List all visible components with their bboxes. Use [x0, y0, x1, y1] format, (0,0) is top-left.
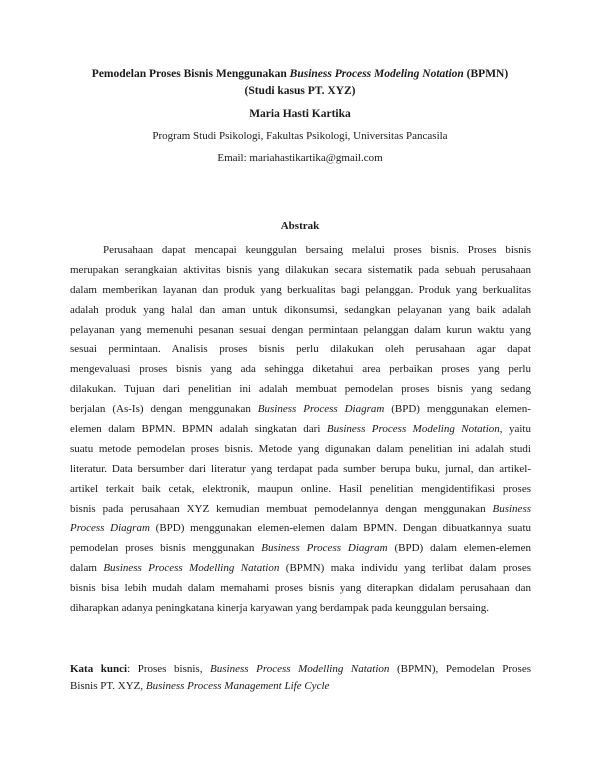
abstract-line: sesuai permintaan. Analisis proses bisnis perlu dilakukan oleh perusahaan agar dapat [70, 343, 531, 356]
abstract-line: artikel terkait baik cetak, elektronik, maupun online. Hasil penelitian mengidentifikasi proses [70, 482, 531, 495]
abstract-line: dilakukan. Tujuan dari penelitian ini adalah membuat pemodelan proses bisnis yang sedang [70, 383, 531, 396]
abstract-line: pemodelan proses bisnis menggunakan Business Process Diagram (BPD) dalam elemen-elemen [70, 542, 531, 555]
abstract-line: Process Diagram (BPD) menggunakan elemen-elemen dalam BPMN. Dengan dibuatkannya suatu [70, 522, 531, 535]
keywords-line-1: Kata kunci: Proses bisnis, Business Process Modelling Natation (BPMN), Pemodelan Proses [70, 663, 531, 675]
abstract-line: merupakan serangkaian aktivitas bisnis yang dilakukan secara sistematik pada sebuah perusahaan [70, 263, 531, 276]
abstract-line: berjalan (As-Is) dengan menggunakan Business Process Diagram (BPD) menggunakan elemen- [70, 403, 531, 416]
keywords-block [70, 661, 531, 694]
keywords-line-2: Bisnis PT. XYZ, Business Process Management Life Cycle [70, 679, 330, 692]
keywords-label: Kata kunci [70, 663, 128, 675]
author-name: Maria Hasti Kartika [249, 108, 351, 120]
abstract-line: suatu metode pemodelan proses bisnis. Metode yang digunakan dalam penelitian ini adalah studi [70, 442, 531, 455]
abstract-line: bisnis bisa lebih mudah dalam memahami proses bisnis yang diterapkan didalam perusahaan dan [70, 582, 531, 595]
abstract-line: Perusahaan dapat mencapai keunggulan bersaing melalui proses bisnis. Proses bisnis [103, 244, 531, 256]
abstract-line: dalam Business Process Modelling Natation (BPMN) maka individu yang terlibat dalam proses [70, 562, 531, 575]
abstract-heading: Abstrak [280, 220, 320, 232]
author-affiliation: Program Studi Psikologi, Fakultas Psikologi, Universitas Pancasila [152, 130, 448, 142]
abstract-line: mengevaluasi proses bisnis yang ada sehingga diketahui area perbaikan proses yang perlu [70, 363, 531, 376]
paper-title-line-1 [60, 66, 540, 83]
abstract-line: literatur. Data bersumber dari literatur yang terdapat pada sumber berupa buku, jurnal, dan artikel- [70, 462, 531, 475]
title-prefix: Pemodelan Proses Bisnis Menggunakan [91, 68, 290, 80]
title-suffix: (BPMN) [463, 68, 509, 80]
title-italic: Business Process Modeling Notation [289, 68, 464, 80]
abstract-line: diharapkan adanya peningkatana kinerja karyawan yang berdampak pada keunggulan bersaing. [70, 602, 490, 615]
abstract-line: elemen dalam BPMN. BPMN adalah singkatan dari Business Process Modeling Notation, yaitu [70, 423, 531, 436]
abstract-line: dalam memberikan layanan dan produk yang berkualitas bagi pelanggan. Produk yang berkualitas [70, 283, 531, 296]
author-email: Email: mariahastikartika@gmail.com [217, 152, 383, 164]
abstract-line: adalah produk yang halal dan aman untuk dikonsumsi, sedangkan pelayanan yang baik adalah [70, 303, 531, 316]
abstract-body [70, 241, 531, 619]
abstract-line: bisnis pada perusahaan XYZ kemudian membuat pemodelannya dengan menggunakan Business [70, 502, 531, 515]
abstract-line: pelayanan yang memenuhi pesanan sesuai dengan permintaan pelanggan dalam kurun waktu yang [70, 323, 531, 336]
paper-title-line-2: (Studi kasus PT. XYZ) [244, 85, 356, 97]
